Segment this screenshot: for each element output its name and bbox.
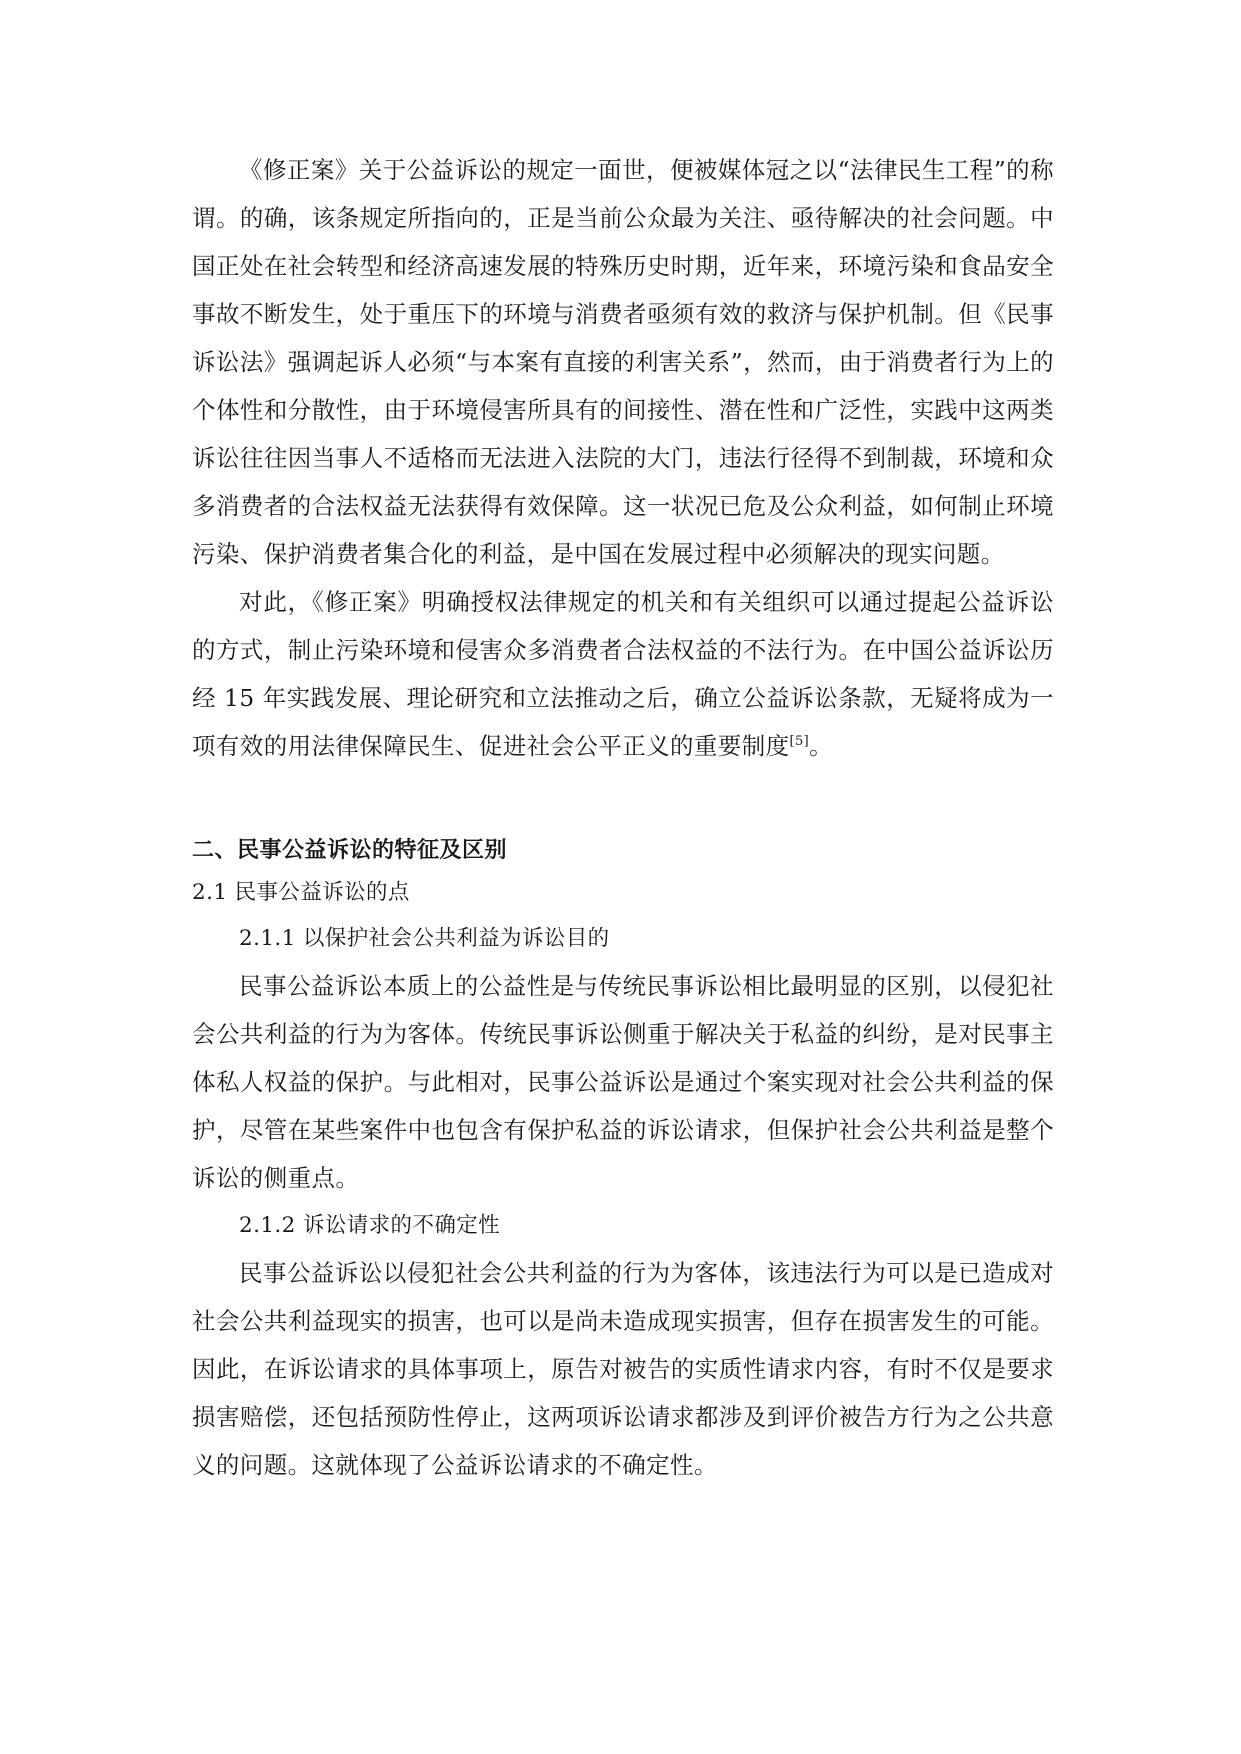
body-paragraph-1: 《修正案》关于公益诉讼的规定一面世，便被媒体冠之以“法律民生工程”的称谓。的确，该条规定所指向的，正是当前公众最为关注、亟待解决的社会问题。中国正处在社会转型和经济高速发展的特殊历史时期，近年来，环境污染和食品安全事故不断发生，处于重压下的环境与消费者亟须有效的救济与保护机制。但《民事诉讼法》强调起诉人必须“与本案有直接的利害关系”，然而，由于消费者行为上的个体性和分散性，由于环境侵害所具有的间接性、潜在性和广泛性，实践中这两类诉讼往往因当事人不适格而无法进入法院的大门，违法行径得不到制裁，环境和众多消费者的合法权益无法获得有效保障。这一状况已危及公众利益，如何制止环境污染、保护消费者集合化的利益，是中国在发展过程中必须解决的现实问题。 — [192, 156, 1054, 568]
subsection-heading-2-1: 2.1 民事公益诉讼的点 — [192, 880, 410, 905]
paragraph-2-end: 。 — [809, 732, 834, 760]
document-page — [192, 146, 1054, 1489]
section-heading: 二、民事公益诉讼的特征及区别 — [192, 838, 508, 863]
paragraph-2-text: 对此，《修正案》明确授权法律规定的机关和有关组织可以通过提起公益诉讼的方式，制止污染环境和侵害众多消费者合法权益的不法行为。在中国公益诉讼历经 15 年实践发展、理论研究和立法推动之后，确立公益诉讼条款，无疑将成为一项有效的用法律保障民生、促进社会公平正义的重要制度 — [192, 588, 1054, 760]
subsection-heading-2-1-1: 2.1.1 以保护社会公共利益为诉讼目的 — [239, 926, 610, 951]
subsection-heading-2-1-2: 2.1.2 诉讼请求的不确定性 — [239, 1213, 501, 1238]
body-paragraph-4: 民事公益诉讼以侵犯社会公共利益的行为为客体，该违法行为可以是已造成对社会公共利益现实的损害，也可以是尚未造成现实损害，但存在损害发生的可能。因此，在诉讼请求的具体事项上，原告对被告的实质性请求内容，有时不仅是要求损害赔偿，还包括预防性停止，这两项诉讼请求都涉及到评价被告方行为之公共意义的问题。这就体现了公益诉讼请求的不确定性。 — [192, 1259, 1054, 1479]
citation-reference: [5] — [789, 734, 810, 750]
body-paragraph-3: 民事公益诉讼本质上的公益性是与传统民事诉讼相比最明显的区别，以侵犯社会公共利益的行为为客体。传统民事诉讼侧重于解决关于私益的纠纷，是对民事主体私人权益的保护。与此相对，民事公益诉讼是通过个案实现对社会公共利益的保护，尽管在某些案件中也包含有保护私益的诉讼请求，但保护社会公共利益是整个诉讼的侧重点。 — [192, 972, 1054, 1192]
body-paragraph-2 — [192, 578, 1054, 770]
